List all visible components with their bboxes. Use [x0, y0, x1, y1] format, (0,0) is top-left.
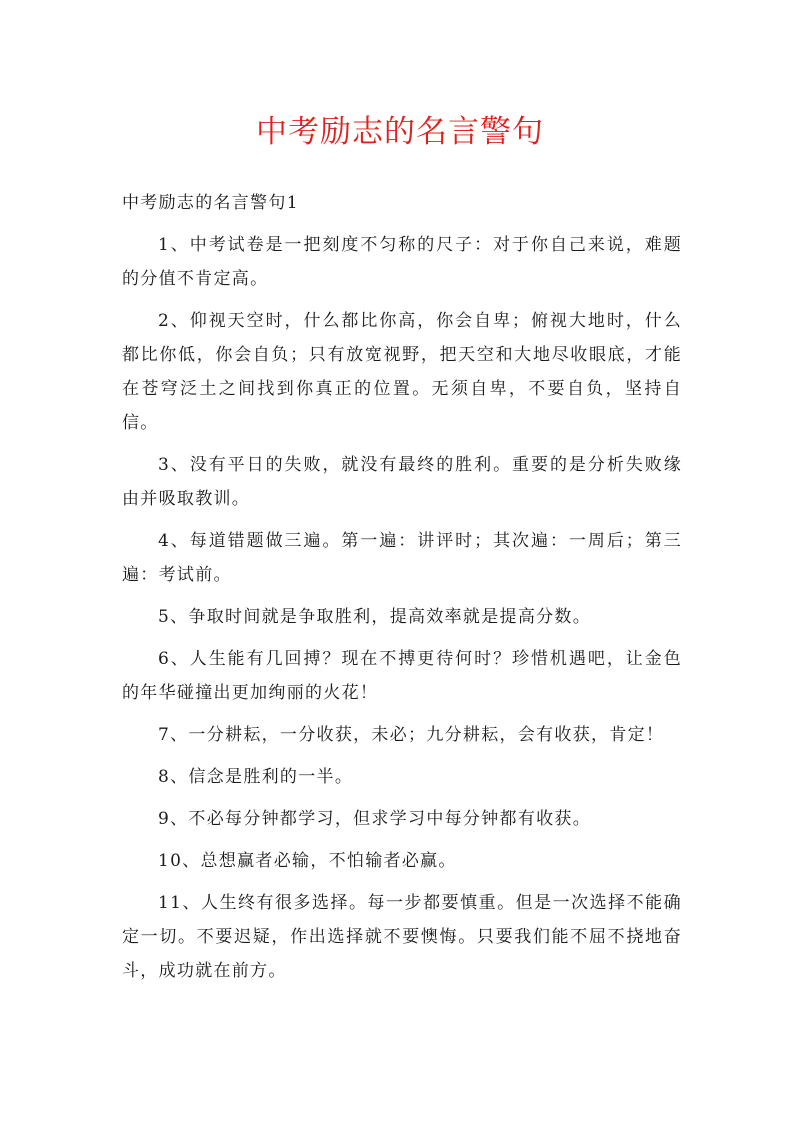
quote-item-6: 6、人生能有几回搏？现在不搏更待何时？珍惜机遇吧，让金色的年华碰撞出更加绚丽的火花！ [122, 649, 682, 703]
quote-item-5: 5、争取时间就是争取胜利，提高效率就是提高分数。 [158, 607, 592, 627]
document-title: 中考励志的名言警句 [256, 114, 544, 150]
quote-item-4: 4、每道错题做三遍。第一遍：讲评时；其次遍：一周后；第三遍：考试前。 [122, 531, 682, 585]
section-heading: 中考励志的名言警句1 [122, 193, 299, 213]
quote-item-2: 2、仰视天空时，什么都比你高，你会自卑；俯视大地时，什么都比你低，你会自负；只有放宽视野，把天空和大地尽收眼底，才能在苍穹泛土之间找到你真正的位置。无须自卑，不要自负，坚持自信。 [122, 311, 682, 433]
quote-item-1: 1、中考试卷是一把刻度不匀称的尺子：对于你自己来说，难题的分值不肯定高。 [122, 235, 682, 289]
quote-item-9: 9、不必每分钟都学习，但求学习中每分钟都有收获。 [158, 809, 592, 829]
quote-item-7: 7、一分耕耘，一分收获，未必；九分耕耘，会有收获，肯定！ [158, 725, 665, 745]
quote-list [122, 228, 682, 996]
quote-item-10: 10、总想赢者必输，不怕输者必赢。 [158, 851, 457, 871]
quote-item-11: 11、人生终有很多选择。每一步都要慎重。但是一次选择不能确定一切。不要迟疑，作出选择就不要懊悔。只要我们能不屈不挠地奋斗，成功就在前方。 [122, 893, 682, 981]
quote-item-8: 8、信念是胜利的一半。 [158, 767, 354, 787]
quote-item-3: 3、没有平日的失败，就没有最终的胜利。重要的是分析失败缘由并吸取教训。 [122, 455, 682, 509]
